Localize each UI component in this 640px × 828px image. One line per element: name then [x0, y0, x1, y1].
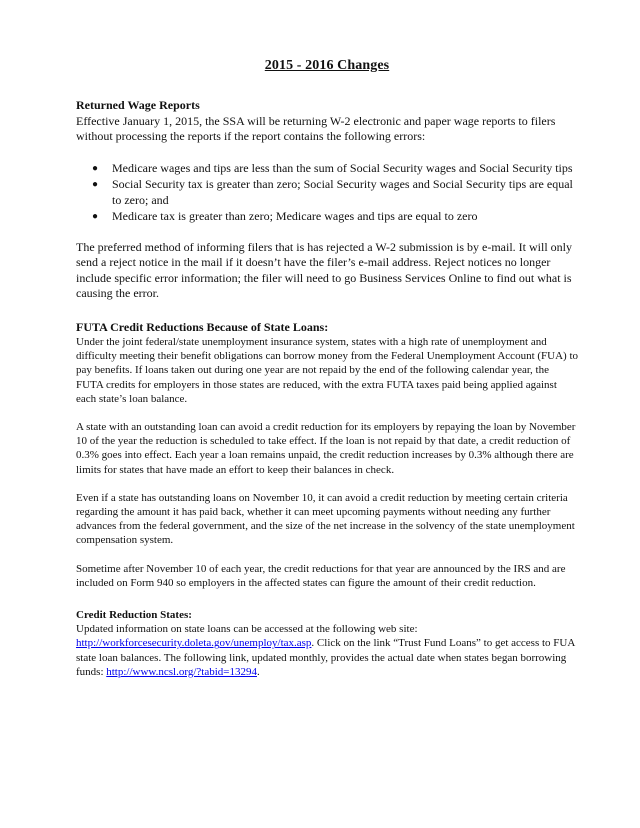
credit-states-section	[76, 608, 578, 679]
bullet-icon: ●	[92, 162, 99, 174]
error-list	[76, 161, 578, 225]
futa-paragraph: Even if a state has outstanding loans on November 10, it can avoid a credit reduction by meeting certain criteria regarding the amount it has paid back, whether it can meet upcoming payments without needing any further advances from the federal government, and the size of the net increase in the solvency of the state unemployment compensation system.	[76, 491, 575, 547]
credit-states-line1: Updated information on state loans can be accessed at the following web site:	[76, 623, 418, 636]
returned-wage-section	[76, 98, 578, 302]
futa-heading: FUTA Credit Reductions Because of State Loans:	[76, 319, 329, 334]
credit-states-text3: .	[256, 665, 260, 678]
credit-states-heading: Credit Reduction States:	[76, 609, 192, 622]
futa-paragraph: Under the joint federal/state unemployment insurance system, states with a high rate of unemployment and difficulty meeting their benefit obligations can borrow money from the Federal Unemployment Account (FUA) to pay benefits. If loans taken out during one year are not repaid by the end of the following calendar year, the FUTA credits for employers in those states are reduced, with the extra FUTA taxes paid being applied against each state’s loan balance.	[76, 336, 579, 405]
workforce-security-link[interactable]: http://workforcesecurity.doleta.gov/unemploy/tax.asp	[76, 637, 312, 650]
page-title: 2015 - 2016 Changes	[264, 58, 390, 73]
credit-states-text2: . Click on the link “Trust Fund Loans” to get access to FUA state loan balances. The following link, updated monthly, provides the actual date when states began borrowing funds:	[76, 637, 575, 678]
list-item: ● Medicare tax is greater than zero; Medicare wages and tips are equal to zero	[92, 209, 478, 223]
futa-section	[76, 320, 578, 591]
returned-wage-closing: The preferred method of informing filers that is has rejected a W-2 submission is by e-mail. It will only send a reject notice in the mail if it doesn’t have the filer’s e-mail address. Reject notices no longer include specific error information; the filer will need to go Business Services Online to find out what is causing the error.	[76, 239, 572, 300]
list-item: ● Social Security tax is greater than zero; Social Security wages and Social Security tips are equal to zero; and	[92, 177, 573, 207]
list-item: ● Medicare wages and tips are less than the sum of Social Security wages and Social Security tips	[92, 160, 573, 175]
returned-wage-intro: Effective January 1, 2015, the SSA will be returning W-2 electronic and paper wage reports to filers without processing the reports if the report contains the following errors:	[76, 113, 556, 143]
returned-wage-heading: Returned Wage Reports	[76, 98, 200, 112]
bullet-icon: ●	[92, 211, 99, 222]
futa-paragraph: Sometime after November 10 of each year, the credit reductions for that year are announced by the IRS and are included on Form 940 so employers in the affected states can figure the amount of their credit reduction.	[76, 562, 566, 589]
ncsl-link[interactable]: http://www.ncsl.org/?tabid=13294	[106, 665, 257, 678]
credit-states-text	[76, 622, 578, 679]
bullet-icon: ●	[92, 179, 99, 190]
futa-paragraph: A state with an outstanding loan can avoid a credit reduction for its employers by repaying the loan by November 10 of the year the reduction is scheduled to take effect. If the loan is not repaid by that date, a credit reduction of 0.3% goes into effect. Each year a loan remains unpaid, the credit reduction increases by 0.3% although there are limits for states that have made an effort to keep their balances in check.	[76, 421, 576, 476]
